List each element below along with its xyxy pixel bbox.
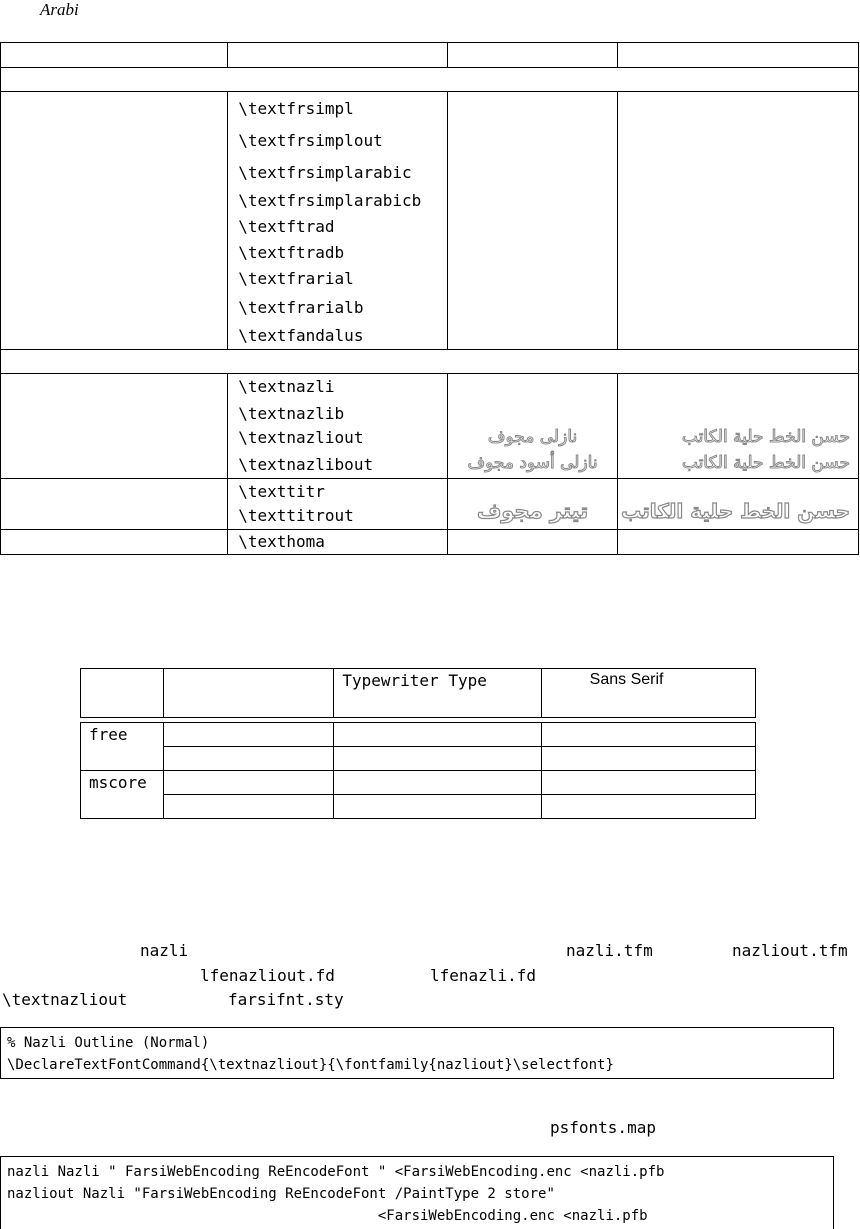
arabic-sample: حسن الخط حلية الكاتب: [681, 427, 850, 447]
sample-cell: [448, 530, 618, 555]
table-cell: [541, 747, 755, 771]
header-cell: [164, 669, 334, 718]
inline-code-nazli: nazli: [140, 941, 189, 960]
group-heading-cell: [1, 350, 859, 374]
command-text: \textftrad: [238, 217, 335, 236]
inline-code-nazliout-tfm: nazliout.tfm: [732, 941, 848, 960]
code-line: % Nazli Outline (Normal): [7, 1035, 210, 1051]
header-cell: [448, 43, 618, 68]
inline-code-lfenazli-fd: lfenazli.fd: [430, 966, 536, 985]
sample-cell: [617, 479, 858, 530]
table-row: [1, 92, 859, 350]
table-cell: [334, 771, 541, 795]
sample-cell: [617, 92, 858, 350]
header-cell: [1, 43, 228, 68]
inline-code-textnazliout: \textnazliout: [2, 990, 128, 1009]
font-families-table: [80, 668, 756, 819]
inline-code-farsifnt-sty: farsifnt.sty: [228, 990, 344, 1009]
family-group-label: free: [81, 723, 164, 771]
commands-cell: [228, 530, 448, 555]
font-name-cell: [1, 374, 228, 479]
arabic-sample: نازلی أسود مجوف: [467, 453, 598, 473]
table-cell: [164, 771, 334, 795]
arabi-logo: Arabi: [40, 0, 79, 19]
table-cell: [334, 747, 541, 771]
code-block-fontcommand: [0, 1027, 834, 1079]
code-line: <FarsiWebEncoding.enc <nazli.pfb: [7, 1208, 648, 1224]
font-name-cell: [1, 92, 228, 350]
command-text: \textnazlibout: [238, 455, 374, 474]
table-row: [81, 795, 756, 819]
code-line: nazliout Nazli "FarsiWebEncoding ReEncodeFont /PaintType 2 store": [7, 1186, 555, 1202]
header-cell: [81, 669, 164, 718]
sample-cell: [448, 479, 618, 530]
commands-cell: [228, 92, 448, 350]
fonts-table: [0, 42, 859, 555]
header-cell: Typewriter Type: [334, 669, 541, 718]
table-cell: [164, 747, 334, 771]
group-heading-cell: [1, 68, 859, 92]
sample-cell: [617, 530, 858, 555]
arabic-sample: تيتر مجوف: [477, 499, 589, 523]
command-text: \textfrarial: [238, 269, 354, 288]
inline-code-lfenazliout-fd: lfenazliout.fd: [200, 966, 335, 985]
table-row: [1, 530, 859, 555]
arabic-sample: نازلی مجوف: [487, 427, 578, 447]
group-heading-row: [1, 350, 859, 374]
arabic-sample: حسن الخط حلية الكاتب: [621, 499, 850, 523]
command-text: \textfrarialb: [238, 298, 364, 317]
table-cell: [541, 795, 755, 819]
code-block-psfonts: [0, 1156, 834, 1229]
command-text: \textnazli: [238, 377, 335, 396]
command-text: \texthoma: [238, 532, 325, 551]
command-text: \textnazliout: [238, 428, 364, 447]
code-line: nazli Nazli " FarsiWebEncoding ReEncodeFont " <FarsiWebEncoding.enc <nazli.pfb: [7, 1164, 665, 1180]
commands-cell: [228, 479, 448, 530]
header-cell: Sans Serif: [541, 669, 755, 718]
command-text: \textfrsimpl: [238, 99, 354, 118]
command-text: \texttitrout: [238, 506, 354, 525]
sample-cell: [448, 374, 618, 479]
command-text: \textnazlib: [238, 404, 345, 423]
code-line: \DeclareTextFontCommand{\textnazliout}{\fontfamily{nazliout}\selectfont}: [7, 1057, 614, 1073]
table-cell: [164, 723, 334, 747]
font-name-cell: [1, 479, 228, 530]
header-cell: [617, 43, 858, 68]
table-row: [81, 771, 756, 795]
table-row: [81, 747, 756, 771]
table-header-row: [1, 43, 859, 68]
group-heading-row: [1, 68, 859, 92]
header-cell: [228, 43, 448, 68]
table-row: [1, 374, 859, 479]
sample-cell: [448, 92, 618, 350]
table-cell: [541, 723, 755, 747]
command-text: \texttitr: [238, 482, 325, 501]
arabic-sample: حسن الخط حلية الكاتب: [681, 453, 850, 473]
sample-cell: [617, 374, 858, 479]
command-text: \textfrsimplout: [238, 131, 383, 150]
family-group-label: mscore: [81, 771, 164, 819]
table-row: [81, 723, 756, 747]
inline-code-nazli-tfm: nazli.tfm: [566, 941, 653, 960]
table-header-row: [81, 669, 756, 718]
font-name-cell: [1, 530, 228, 555]
table-cell: [164, 795, 334, 819]
command-text: \textftradb: [238, 243, 345, 262]
table-cell: [334, 795, 541, 819]
command-text: \textfandalus: [238, 326, 364, 345]
table-cell: [541, 771, 755, 795]
inline-code-psfonts-map: psfonts.map: [550, 1118, 656, 1137]
command-text: \textfrsimplarabic: [238, 163, 412, 182]
command-text: \textfrsimplarabicb: [238, 191, 422, 210]
table-cell: [334, 723, 541, 747]
commands-cell: [228, 374, 448, 479]
table-row: [1, 479, 859, 530]
